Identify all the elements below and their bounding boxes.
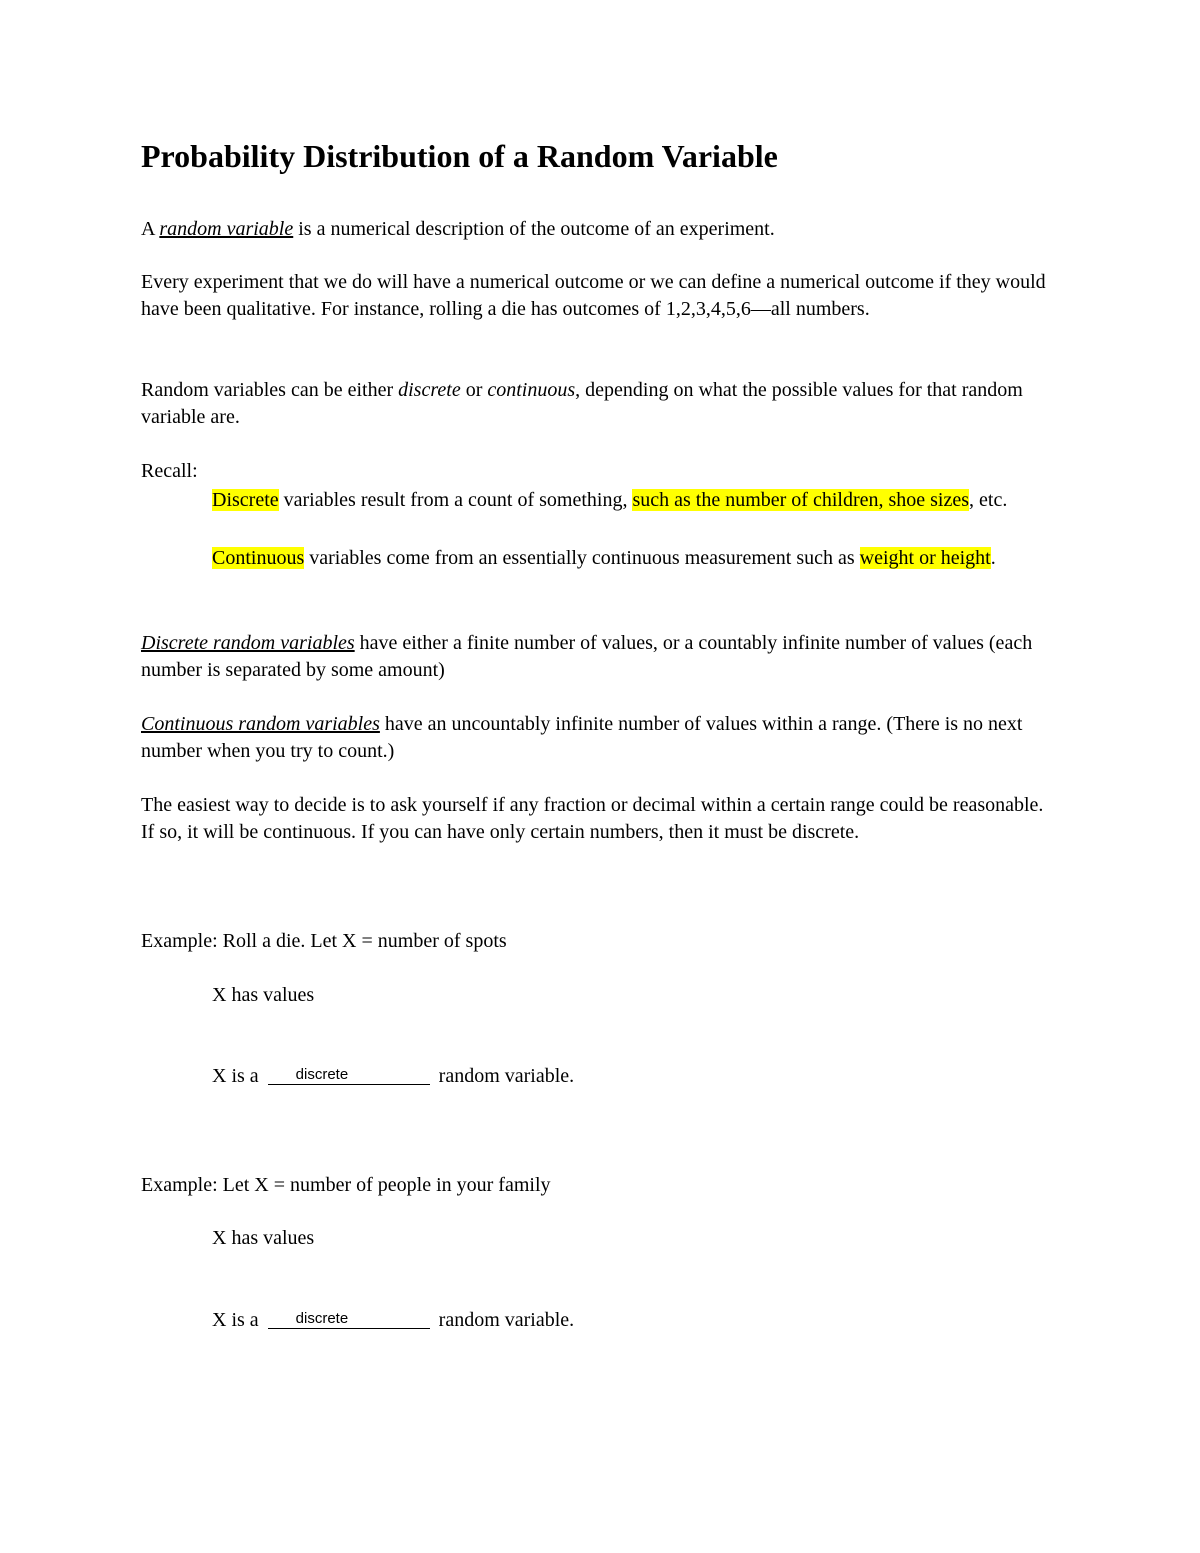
discrete-definition-text: have either a finite number of values, or a countably infinite number of values (each number is separated by some amount) <box>141 632 1033 681</box>
example2-answer: discrete <box>295 1310 349 1327</box>
types-intro-suffix: , depending on what the possible values for that random variable are. <box>141 379 1023 428</box>
recall-continuous-item <box>212 544 1072 573</box>
example2-answer-blank[interactable] <box>268 1308 430 1329</box>
continuous-highlight-examples: weight or height <box>859 547 991 569</box>
continuous-item-end: . <box>990 547 996 569</box>
definition-suffix: is a numerical description of the outcome of an experiment. <box>293 218 775 240</box>
continuous-definition-paragraph <box>141 711 1061 765</box>
continuous-item-text: variables come from an essentially continuous measurement such as <box>304 547 860 569</box>
random-variable-term: random variable <box>159 218 294 240</box>
example1-answer: discrete <box>295 1066 349 1083</box>
page-title: Probability Distribution of a Random Variable <box>141 138 778 174</box>
types-intro-or: or <box>460 379 488 401</box>
easiest-way-paragraph: The easiest way to decide is to ask yourself if any fraction or decimal within a certain range could be reasonable. If so, it will be continuous. If you can have only certain numbers, then it must be discrete. <box>141 794 1044 843</box>
example2-is-a: X is a <box>212 1309 264 1331</box>
example2-has-values: X has values <box>212 1227 315 1249</box>
discrete-random-variables-term: Discrete random variables <box>141 632 355 654</box>
types-intro-prefix: Random variables can be either <box>141 379 399 401</box>
definition-prefix: A <box>141 218 160 240</box>
continuous-word: continuous <box>487 379 576 401</box>
example1-classification <box>212 1063 574 1090</box>
example2-heading: Example: Let X = number of people in your family <box>141 1174 551 1196</box>
recall-label: Recall: <box>141 460 198 482</box>
discrete-definition-paragraph <box>141 630 1061 684</box>
every-experiment-paragraph: Every experiment that we do will have a numerical outcome or we can define a numerical outcome if they would have been qualitative. For instance, rolling a die has outcomes of 1,2,3,4,5,6—all numbers. <box>141 271 1046 320</box>
example1-random-variable: random variable. <box>433 1065 575 1087</box>
types-intro-paragraph <box>141 377 1061 431</box>
discrete-item-end: , etc. <box>969 489 1008 511</box>
continuous-highlight-word: Continuous <box>212 547 305 569</box>
recall-discrete-item <box>212 486 1072 515</box>
example1-answer-blank[interactable] <box>268 1064 430 1085</box>
discrete-highlight-examples: such as the number of children, shoe sizes <box>632 489 970 511</box>
example2-random-variable: random variable. <box>433 1309 575 1331</box>
discrete-item-text: variables result from a count of something, <box>278 489 633 511</box>
discrete-word: discrete <box>398 379 461 401</box>
example1-has-values: X has values <box>212 984 315 1006</box>
example1-heading: Example: Roll a die. Let X = number of spots <box>141 930 507 952</box>
example2-classification <box>212 1307 574 1334</box>
definition-paragraph <box>141 216 1061 243</box>
continuous-random-variables-term: Continuous random variables <box>141 713 380 735</box>
continuous-definition-text: have an uncountably infinite number of values within a range. (There is no next number when you try to count.) <box>141 713 1023 762</box>
discrete-highlight-word: Discrete <box>212 489 279 511</box>
example1-is-a: X is a <box>212 1065 264 1087</box>
